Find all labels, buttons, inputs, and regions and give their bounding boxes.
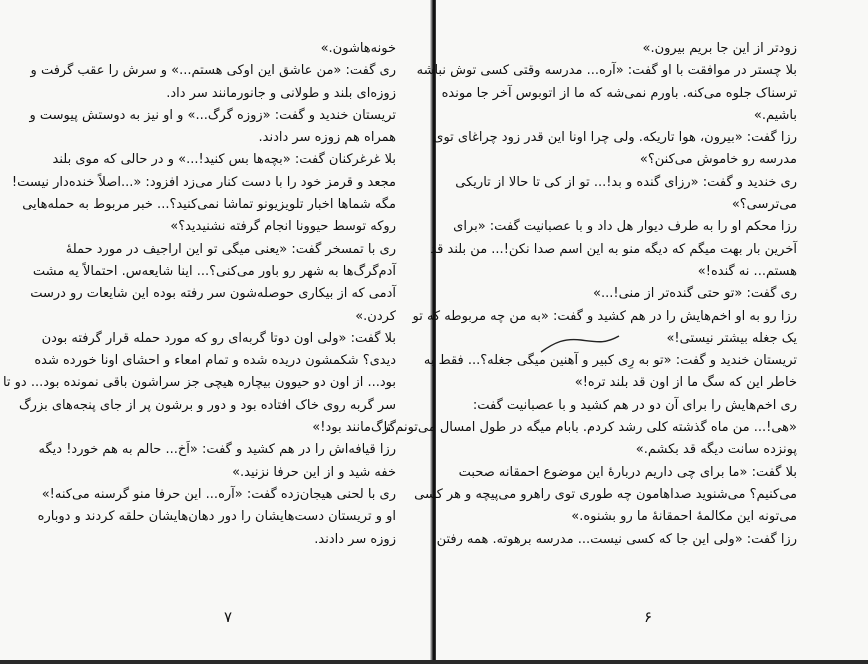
text-line: آدمی که از بیکاری حوصله‌شون سر رفته بوده این شایعات رو درست xyxy=(30,286,396,302)
text-line: مدرسه رو خاموش می‌کنن؟» xyxy=(639,152,797,168)
text-line: پونزده سانت دیگه قد بکشم.» xyxy=(635,442,797,458)
text-line: ری خندید و گفت: «رزای گنده و بد!... تو از کی تا حالا از تاریکی xyxy=(455,174,797,190)
text-line: مجعد و قرمز خود را با دست کنار می‌زد افزود: «...اصلاً خنده‌دار نیست! xyxy=(11,174,396,190)
text-line: تریستان خندید و گفت: «زوزه گرگ...» و او نیز به دوستش پیوست و xyxy=(29,107,396,123)
text-line: بلا چستر در موافقت با او گفت: «آره... مدرسه وقتی کسی توش نباشه xyxy=(416,63,797,79)
text-line: خونه‌هاشون.» xyxy=(320,41,396,56)
text-line: می‌تونه این مکالمهٔ احمقانهٔ ما رو بشنوه.» xyxy=(571,509,797,525)
text-line: ترسناک جلوه می‌کنه. باورم نمی‌شه که ما از اتوبوس آخر جا مونده xyxy=(441,85,797,101)
text-line: مگه شماها اخبار تلویزیونو تماشا نمی‌کنید؟... خبر مربوط به حمله‌هایی xyxy=(22,197,396,213)
text-line: رزا گفت: «بیرون، هوا تاریکه. ولی چرا اونا این قدر زود چراغای توی xyxy=(433,130,797,146)
text-line: همراه هم زوزه سر دادند. xyxy=(258,130,396,146)
text-line: زوزه سر دادند. xyxy=(314,531,396,547)
right-page-number: ۶ xyxy=(644,608,653,626)
text-line: ری با لحنی هیجان‌زده گفت: «آره... این حرفا منو گرسنه می‌کنه!» xyxy=(41,486,396,502)
text-line: خفه شید و از این حرفا نزنید.» xyxy=(232,464,396,480)
pen-underline-mark xyxy=(535,328,625,360)
text-line: او و تریستان دست‌هایشان را دور دهان‌هایشان حلقه کردند و دوباره xyxy=(37,509,396,525)
text-line: آدم‌گرگ‌ها به شهر رو باور می‌کنی؟... اینا شایعه‌س. احتمالاً یه مشت xyxy=(32,263,396,279)
left-page-number: ۷ xyxy=(224,608,233,626)
text-line: بلا گفت: «ولی اون دوتا گربه‌ای رو که مورد حمله قرار گرفته بودن xyxy=(41,330,396,346)
text-line: رزا گفت: «ولی این جا که کسی نیست... مدرسه برهوته. همه رفتن xyxy=(436,531,797,547)
text-line: کردن.» xyxy=(355,308,396,324)
text-line: بود... از اون دو حیوون بیچاره هیچی جز سراشون باقی نمونده بود... دو تا xyxy=(2,375,396,391)
text-line: زوزه‌ای بلند و طولانی و جانورمانند سر داد. xyxy=(166,85,396,101)
text-line: ری گفت: «من عاشق این اوکی هستم...» و سرش را عقب گرفت و xyxy=(30,63,396,79)
text-line: رزا قیافه‌اش را در هم کشید و گفت: «اَخ... حالم به هم خورد! دیگه xyxy=(38,442,396,458)
text-line: باشیم.» xyxy=(753,107,797,123)
left-page-body xyxy=(2,38,396,551)
text-line: می‌ترسی؟» xyxy=(731,197,797,213)
text-line: روکه توسط حیوونا انجام گرفته نشنیدید؟» xyxy=(170,219,396,235)
text-line: ری گفت: «تو حتی گنده‌تر از منی!...» xyxy=(593,286,797,302)
text-line: گرگ‌مانند بود!» xyxy=(312,420,396,436)
text-line: بلا گفت: «ما برای چی داریم دربارهٔ این موضوع احمقانه صحبت xyxy=(458,464,797,480)
left-page xyxy=(0,0,432,664)
text-line: دیدی؟ شکمشون دریده شده و تمام امعاء و احشای اونا خورده شده xyxy=(34,353,396,369)
text-line: ری اخم‌هایش را برای آن دو در هم کشید و با عصبانیت گفت: xyxy=(472,397,797,413)
scan-bottom-edge xyxy=(0,660,868,664)
text-line: رزا رو به او اخم‌هایش را در هم کشید و گفت: «به من چه مربوطه که تو xyxy=(412,308,797,324)
text-line: می‌کنیم؟ می‌شنوید صداهامون چه طوری توی راهرو می‌پیچه و هر کسی xyxy=(414,486,797,502)
text-line: هستم... نه گنده!» xyxy=(697,263,797,279)
text-line: ری با تمسخر گفت: «یعنی میگی تو این اراجیف در مورد حملهٔ xyxy=(65,241,396,257)
text-line: رزا محکم او را به طرف دیوار هل داد و با عصبانیت گفت: «برای xyxy=(453,219,797,235)
text-line: آخرین بار بهت میگم که دیگه منو به این اسم صدا نکن!... من بلند قد xyxy=(430,241,797,257)
text-line: بلا غرغرکنان گفت: «بچه‌ها بس کنید!...» و در حالی که موی بلند xyxy=(52,152,396,168)
right-page xyxy=(383,0,868,664)
text-line: «هی!... من ماه گذشته کلی رشد کردم. بابام میگه در طول امسال می‌تونم تا xyxy=(383,420,797,436)
right-page-body xyxy=(383,38,797,551)
text-line: یک جغله بیشتر نیستی!» xyxy=(666,330,797,346)
text-line: تریستان خندید و گفت: «تو به رِی کبیر و آهنین میگی جغله؟... فقط به xyxy=(423,353,797,369)
text-line: زودتر از این جا بریم بیرون.» xyxy=(642,41,797,56)
text-line: سر گربه روی خاک افتاده بود و دور و برشون پر از جای پنجه‌های بزرگ xyxy=(19,397,396,413)
text-line: خاطر این که سگ ما از اون قد بلند تره!» xyxy=(574,375,797,391)
